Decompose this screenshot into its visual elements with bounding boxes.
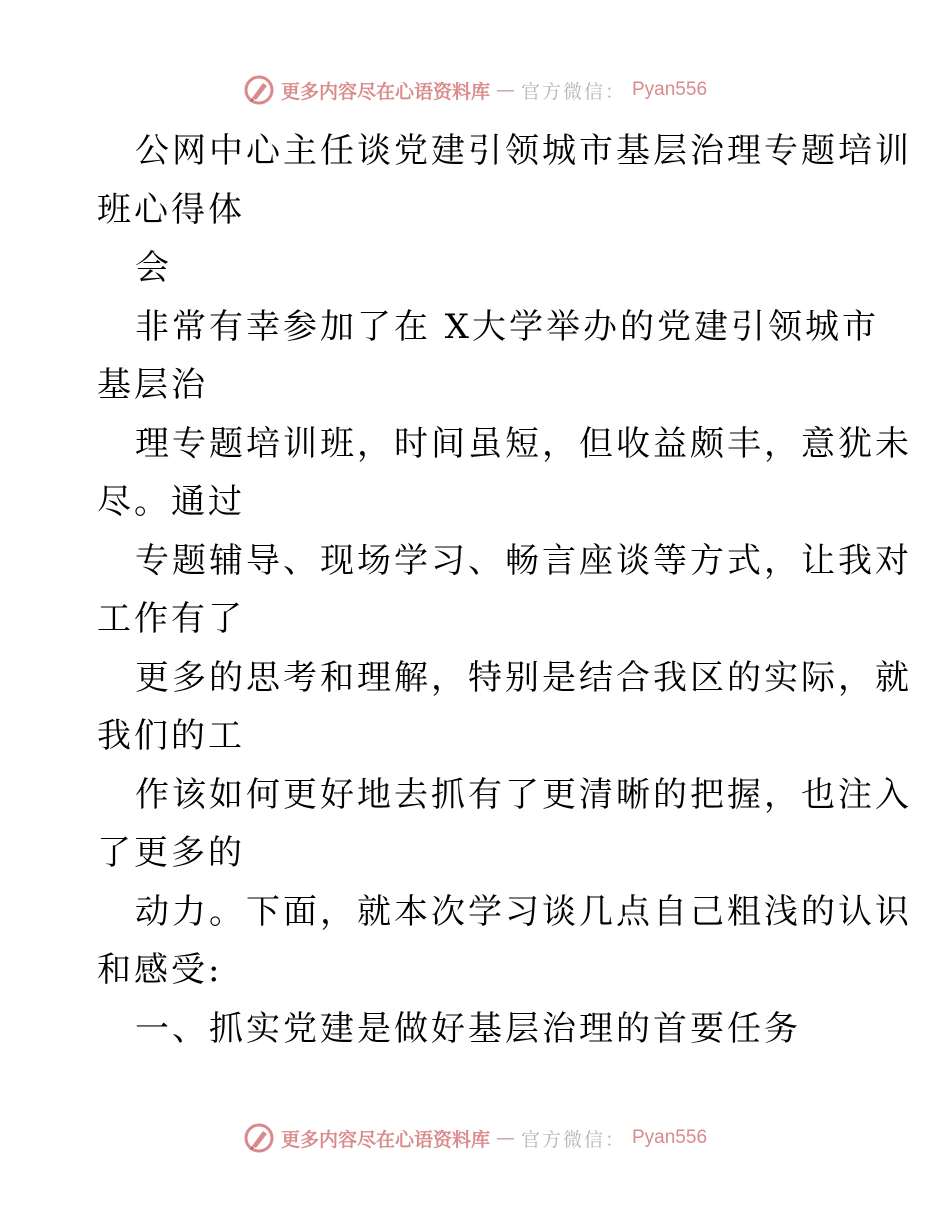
document-body	[97, 122, 912, 1058]
watermark-sub-text: 官方微信：	[520, 1128, 626, 1151]
watermark-dash: —	[495, 79, 515, 101]
watermark-id-text: Pyan556	[632, 1127, 708, 1148]
section-heading: 一、抓实党建是做好基层治理的首要任务	[135, 1008, 801, 1049]
text-line: 理专题培训班，时间虽短，但收益颇丰，意犹未	[135, 423, 912, 464]
text-line: 了更多的	[97, 833, 245, 873]
footer-watermark	[0, 1118, 950, 1158]
text-line: 我们的工	[97, 716, 245, 756]
text-line: 基层治	[97, 365, 208, 405]
watermark-main-text: 更多内容尽在心语资料库	[280, 1128, 490, 1151]
watermark-dash: —	[495, 1127, 515, 1149]
text-line: 作该如何更好地去抓有了更清晰的把握，也注入	[135, 774, 912, 815]
watermark-id-text: Pyan556	[632, 79, 708, 100]
header-watermark	[0, 70, 950, 110]
text-line: 和感受:	[97, 950, 223, 990]
text-line: 工作有了	[97, 599, 245, 639]
text-line: 会	[135, 248, 172, 288]
text-line: 公网中心主任谈党建引领城市基层治理专题培训	[135, 131, 912, 171]
watermark-sub-text: 官方微信：	[520, 80, 626, 103]
text-line: 专题辅导、现场学习、畅言座谈等方式，让我对	[135, 540, 912, 581]
text-line: 动力。下面，就本次学习谈几点自己粗浅的认识	[135, 891, 912, 932]
text-line: 尽。通过	[97, 482, 245, 522]
text-line: 非常有幸参加了在 X大学举办的党建引领城市	[135, 306, 880, 347]
text-line: 更多的思考和理解，特别是结合我区的实际，就	[135, 657, 912, 698]
watermark-main-text: 更多内容尽在心语资料库	[280, 80, 490, 103]
pen-logo-icon	[243, 1122, 275, 1154]
text-line: 班心得体	[97, 189, 245, 230]
pen-logo-icon	[243, 74, 275, 106]
